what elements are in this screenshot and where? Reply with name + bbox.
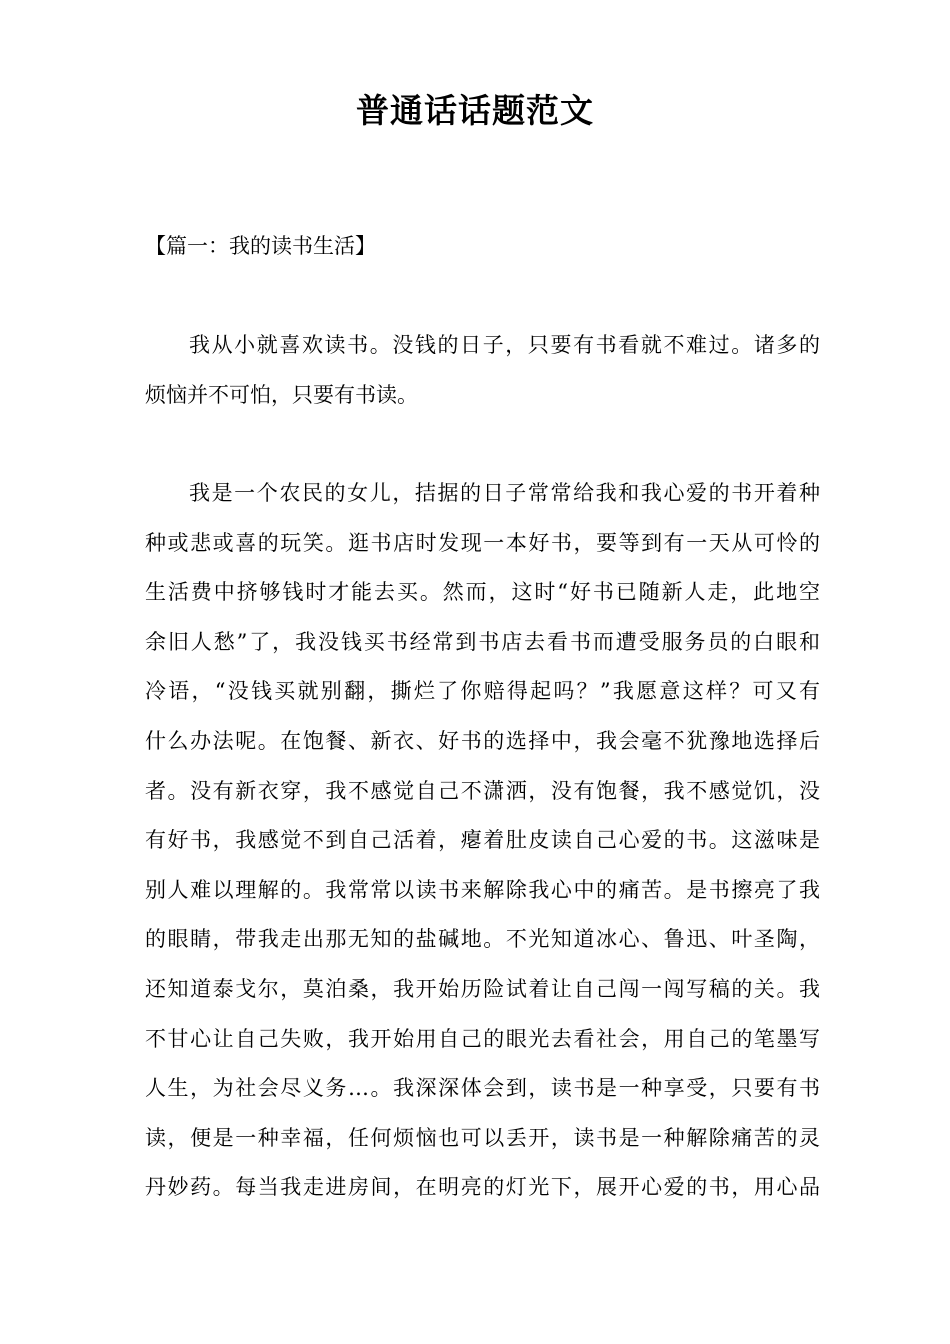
paragraph-line: 别人难以理解的。我常常以读书来解除我心中的痛苦。是书擦亮了我 (145, 877, 820, 902)
paragraph-line: 种或悲或喜的玩笑。逛书店时发现一本好书，要等到有一天从可怜的 (145, 530, 820, 555)
paragraph-line: 读，便是一种幸福，任何烦恼也可以丢开，读书是一种解除痛苦的灵 (145, 1125, 820, 1150)
paragraph-1 (145, 321, 820, 420)
paragraph-line: 者。没有新衣穿，我不感觉自己不潇洒，没有饱餐，我不感觉饥，没 (145, 778, 820, 803)
paragraph-2 (145, 469, 820, 1213)
paragraph-line: 我从小就喜欢读书。没钱的日子，只要有书看就不难过。诸多的 (189, 333, 820, 357)
paragraph-line: 还知道泰戈尔，莫泊桑，我开始历险试着让自己闯一闯写稿的关。我 (145, 976, 820, 1001)
paragraph-line: 不甘心让自己失败，我开始用自己的眼光去看社会，用自己的笔墨写 (145, 1026, 820, 1051)
paragraph-line: 的眼睛，带我走出那无知的盐碱地。不光知道冰心、鲁迅、叶圣陶， (145, 927, 820, 952)
section-heading: 【篇一：我的读书生活】 (145, 234, 376, 258)
paragraph-line: 有好书，我感觉不到自己活着，瘪着肚皮读自己心爱的书。这滋味是 (145, 828, 820, 853)
paragraph-line: 生活费中挤够钱时才能去买。然而，这时“好书已随新人走，此地空 (145, 580, 820, 605)
paragraph-line: 烦恼并不可怕，只要有书读。 (145, 382, 418, 407)
document-title: 普通话话题范文 (356, 91, 594, 130)
paragraph-line: 冷语，“没钱买就别翻，撕烂了你赔得起吗？”我愿意这样？可又有 (145, 679, 820, 704)
paragraph-line: 什么办法呢。在饱餐、新衣、好书的选择中，我会毫不犹豫地选择后 (145, 728, 820, 753)
paragraph-line: 人生，为社会尽义务…。我深深体会到，读书是一种享受，只要有书 (145, 1076, 820, 1101)
paragraph-line: 丹妙药。每当我走进房间，在明亮的灯光下，展开心爱的书，用心品 (145, 1175, 820, 1200)
paragraph-line: 我是一个农民的女儿，拮据的日子常常给我和我心爱的书开着种 (189, 481, 820, 505)
paragraph-line: 余旧人愁”了，我没钱买书经常到书店去看书而遭受服务员的白眼和 (145, 629, 820, 654)
